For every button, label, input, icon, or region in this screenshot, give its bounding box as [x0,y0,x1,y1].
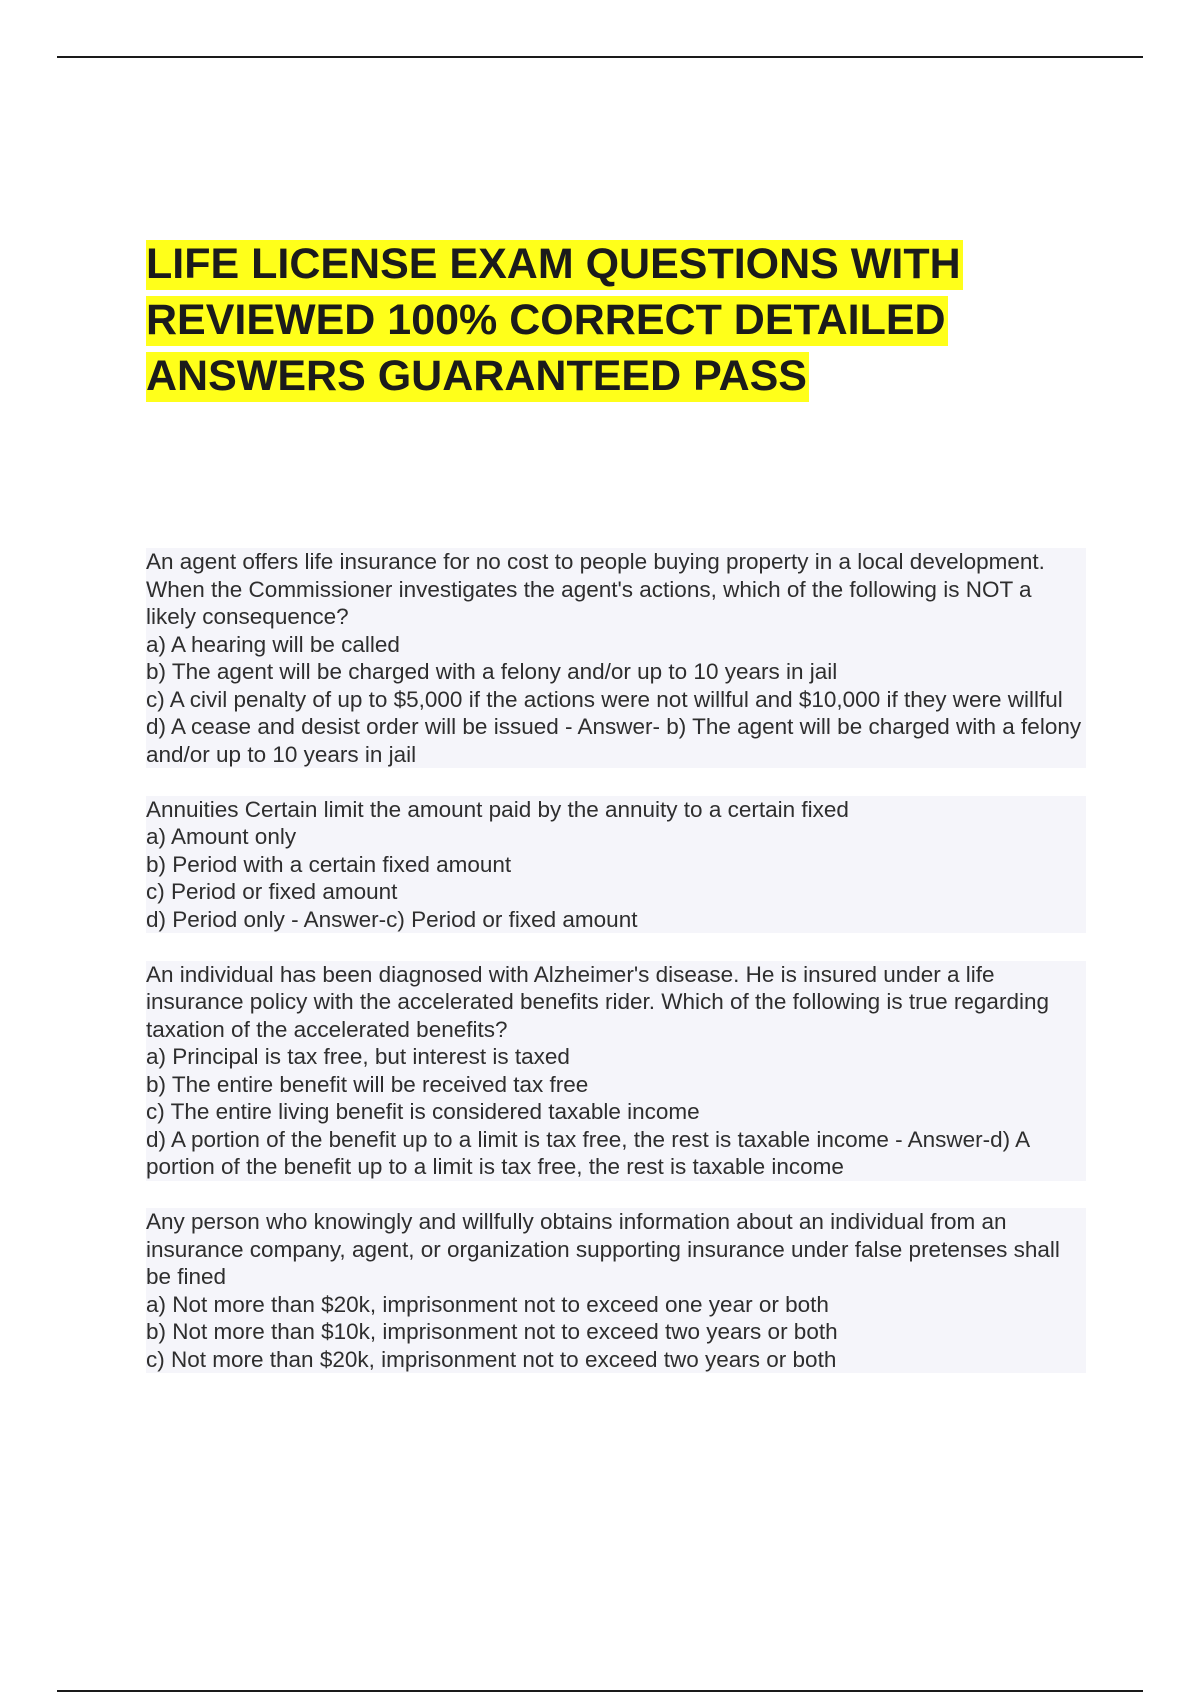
question-text: Annuities Certain limit the amount paid by the annuity to a certain fixed [146,796,849,822]
answer-option: c) The entire living benefit is considered taxable income [146,1099,700,1124]
question-block [146,961,1086,1181]
answer-option: c) A civil penalty of up to $5,000 if the actions were not willful and $10,000 if they were willful [146,686,1063,712]
question-block [146,796,1086,934]
header-rule [57,56,1143,58]
question-text: An individual has been diagnosed with Alzheimer's disease. He is insured under a life insurance policy with the accelerated benefits rider. Which of the following is true regarding taxation of the accelerated benefits? [146,961,1049,1042]
answer-option: a) Not more than $20k, imprisonment not to exceed one year or both [146,1291,829,1317]
title-highlight: LIFE LICENSE EXAM QUESTIONS WITH REVIEWED 100% CORRECT DETAILED ANSWERS GUARANTEED PASS [146,240,961,400]
answer-option: a) Amount only [146,824,297,849]
question-list [146,548,1086,1401]
answer-option: a) A hearing will be called [146,631,400,657]
question-text: An agent offers life insurance for no cost to people buying property in a local development. When the Commissioner investigates the agent's actions, which of the following is NOT a likely consequence? [146,549,1045,629]
answer-option: c) Period or fixed amount [146,879,398,904]
answer-option-with-answer: d) A portion of the benefit up to a limit is tax free, the rest is taxable income - Answer-d) A portion of the benefit up to a limit is tax free, the rest is taxable income [146,1126,1029,1179]
answer-option-with-answer: d) Period only - Answer-c) Period or fixed amount [146,906,638,932]
answer-option: b) Not more than $10k, imprisonment not to exceed two years or both [146,1319,838,1344]
question-text: Any person who knowingly and willfully obtains information about an individual from an insurance company, agent, or organization supporting insurance under false pretenses shall be fined [146,1209,1060,1289]
answer-option: c) Not more than $20k, imprisonment not to exceed two years or both [146,1346,837,1372]
question-block [146,548,1086,768]
answer-option: a) Principal is tax free, but interest is taxed [146,1044,570,1069]
answer-option: b) The agent will be charged with a felony and/or up to 10 years in jail [146,659,838,684]
document-title [146,236,1046,404]
answer-option-with-answer: d) A cease and desist order will be issued - Answer- b) The agent will be charged with a felony and/or up to 10 years in jail [146,714,1082,767]
footer-rule [57,1690,1143,1692]
answer-option: b) Period with a certain fixed amount [146,851,512,877]
question-block [146,1208,1086,1373]
answer-option: b) The entire benefit will be received tax free [146,1071,589,1097]
